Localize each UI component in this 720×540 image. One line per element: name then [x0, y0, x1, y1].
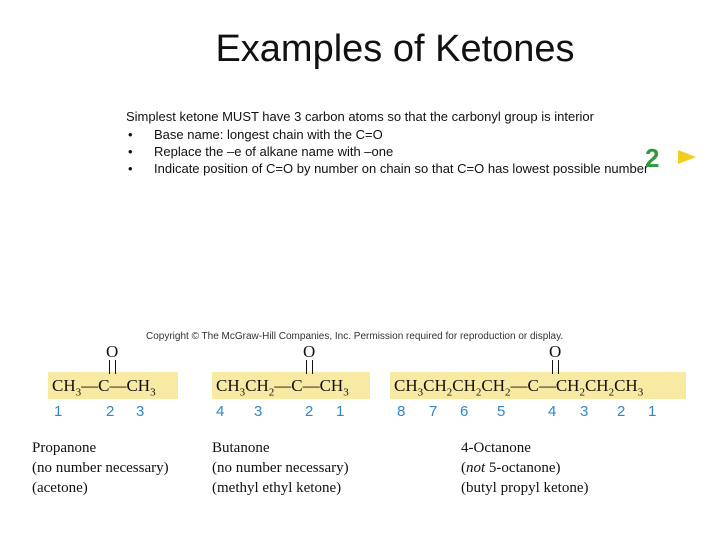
- butanone-name: Butanone (no number necessary) (methyl ethyl ketone): [212, 440, 349, 496]
- rule-item: • Indicate position of C=O by number on chain so that C=O has lowest possible number: [128, 161, 649, 176]
- carbonyl-oxygen: O: [303, 342, 316, 361]
- double-bond: [109, 360, 116, 374]
- propanone-formula: $CH_3—C—CH_3$: [52, 376, 156, 399]
- rules-list: [126, 126, 648, 177]
- next-arrow-icon[interactable]: [678, 150, 696, 164]
- propanone-name: Propanone (no number necessary) (acetone): [32, 440, 169, 496]
- copyright-notice: Copyright © The McGraw-Hill Companies, Inc. Permission required for reproduction or display.: [146, 331, 564, 342]
- slide-number: 2: [645, 143, 660, 173]
- rule-item: • Base name: longest chain with the C=O: [128, 127, 383, 142]
- butanone-formula: $CH_3CH_2—C—CH_3$: [216, 376, 349, 399]
- carbonyl-oxygen: O: [549, 342, 562, 361]
- rule-item: • Replace the –e of alkane name with –one: [128, 144, 394, 159]
- double-bond: [306, 360, 313, 374]
- double-bond: [552, 360, 559, 374]
- intro-text: Simplest ketone MUST have 3 carbon atoms so that the carbonyl group is interior: [126, 109, 594, 124]
- carbonyl-oxygen: O: [106, 342, 119, 361]
- bullet-icon: •: [128, 127, 133, 142]
- bullet-icon: •: [128, 161, 133, 176]
- octanone-name: 4-Octanone (not 5-octanone) (butyl propyl ketone): [461, 440, 589, 496]
- octanone-formula: $CH_3CH_2CH_2CH_2—C—CH_2CH_2CH_3$: [394, 376, 644, 399]
- bullet-icon: •: [128, 144, 133, 159]
- slide-title: Examples of Ketones: [215, 28, 575, 70]
